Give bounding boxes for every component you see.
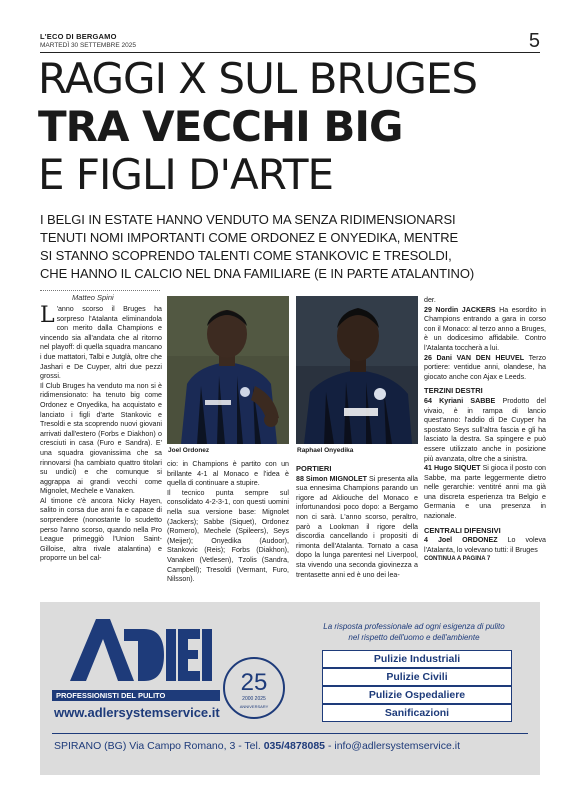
adler-phone[interactable]: 035/4878085 [263,740,326,752]
article-column-2 [167,460,289,585]
article-column-3 [296,460,418,580]
headline-line-1: RAGGI X SUL BRUGES [38,54,478,103]
player-name: 41 Hugo SIQUET [424,464,481,473]
article-paragraph: Il tecnico punta sempre sul consolidato 4-2-3-1, con questi uomini nella sua versione base: Mignolet (Jackers); Sabbe (Siquet), Ordonez (Romero), Mechele (Spileers), Seys (Meijer); Onyedika (Audoor), Stankovic (Reis); Forbs (Diakhon), Vanaken (Vetlesen), Tzolis (Sandra, Campbell); Tresoldi (Vermant, Furo, Nilsson). [167,488,289,584]
article-paragraph: 41 Hugo SIQUET Si gioca il posto con Sabbe, ma parte leggermente dietro nelle gerarchie: ventitré anni ma già una discreta esperienza tra Belgio e Germania e una presenza in nazionale. [424,464,546,521]
badge-number: 25 [240,669,268,696]
player-name: 29 Nordin JACKERS [424,305,496,314]
deck-line-4: CHE HANNO IL CALCIO NEL DNA FAMILIARE (E IN PARTE ATALANTINO) [40,266,475,281]
article-column-4 [424,296,546,565]
article-paragraph: L 'anno scorso il Bruges ha sorpreso l'Atalanta eliminandola con merito dalla Champions e vincendo sia all'andata che al ritorno nel playoff: di quella squadra mancano i due mattatori, Talbi e Jutglà, oltre che Jashari e De Cuyper, altri due pezzi grossi. [40,303,162,381]
adler-contact [54,740,460,752]
byline-rule [40,290,160,291]
article-paragraph: Al timone c'è ancora Nicky Hayen, salito in corsa due anni fa e capace di sorprendere (nonostante lo scudetto perso l'anno scorso, quando nella Pro League primeggiò l'Union Saint-Gilloise, altra rivale atalantina) e proporre un bel cal- [40,496,162,563]
adler-strapline: PROFESSIONISTI DEL PULITO [52,690,220,701]
player-photo-illustration [296,296,418,444]
service-pulizie-industriali[interactable]: Pulizie Industriali [322,650,512,668]
badge-years: 2000 2025 [242,696,266,702]
article-column-1 [40,305,162,564]
section-subhead: CENTRALI DIFENSIVI [424,525,501,535]
badge-word: ANNIVERSARY [239,704,269,709]
service-sanificazioni[interactable]: Sanificazioni [322,704,512,722]
top-rule [40,52,540,53]
article-paragraph: 29 Nordin JACKERS Ha esordito in Champions entrando a gara in corso con il Monaco: al terzo anno a Bruges, è un dodicesimo affidabile. Contro l'Atalanta toccherà a lui. [424,305,546,352]
article-paragraph: 88 Simon MIGNOLET Si presenta alla sua ennesima Champions parando un rigore ad Akliouche del Monaco e infortunandosi poco dopo: a Bergamo non ci sarà. L'anno scorso, peraltro, parò a Lookman il rigore della discordia cancellando i propositi di rimonta dell'Atalanta. Tornato a casa dopo la lunga parentesi nel Liverpool, sta vivendo una seconda giovinezza a trentasette anni ed è uno dei lea- [296,474,418,579]
anniversary-badge-icon [222,656,286,720]
masthead-name: L'ECO DI BERGAMO [40,32,117,41]
headline-line-3: E FIGLI D'ARTE [38,150,334,199]
photo-caption: Joel Ordonez [168,447,210,454]
article-paragraph: Il Club Bruges ha venduto ma non si è ridimensionato: ha tenuto big come Ordonez e Onyedika, ha acquistato e lanciato i figli d'arte Stankovic e Tresoldi e sta scoprendo nuovi giovani arrivati dall'estero (Forbs e Diakhon) o cresciuti in casa (Furo e Sandra). E' una squadra giovanissima che sa rinnovarsi (ha cambiato quattro titolari su undici) e che comunque si aggrappa ai grandi vecchi come Mignolet, Mechele e Vanaken. [40,381,162,496]
photo-caption: Raphael Onyedika [297,447,354,454]
deck-line-3: SI STANNO SCOPRENDO TALENTI COME STANKOVIC E TRESOLDI, [40,248,452,263]
article-paragraph: 4 Joel ORDONEZ Lo voleva l'Atalanta, lo volevano tutti: il Bruges [424,536,546,554]
player-name: 26 Dani VAN DEN HEUVEL [424,353,525,362]
section-subhead: PORTIERI [296,464,332,473]
service-pulizie-civili[interactable]: Pulizie Civili [322,668,512,686]
adler-logo [66,613,214,683]
player-name: 4 Joel ORDONEZ [424,536,498,545]
article-paragraph: 26 Dani VAN DEN HEUVEL Terzo portiere: ventidue anni, olandese, ha giocato anche con Ajax e Leeds. [424,353,546,381]
adler-email[interactable]: - info@adlersystemservice.it [327,740,460,752]
masthead-date: MARTEDÌ 30 SETTEMBRE 2025 [40,42,136,49]
adler-tagline: La risposta professionale ad ogni esigenza di pulito nel rispetto dell'uomo e dell'ambiente [323,622,505,642]
player-name: 88 Simon MIGNOLET [296,474,368,483]
player-name: 64 Kyriani SABBE [424,396,496,405]
headline-line-2: TRA VECCHI BIG [38,102,403,151]
article-paragraph: 64 Kyriani SABBE Prodotto del vivaio, è in rampa di lancio quest'anno: l'addio di De Cuyper ha spostato Seys sull'altra fascia e gli ha lasciato la destra. Sa spingere e può essere utilizzato anche in posizione più avanzata, oltre che a sinistra. [424,396,546,463]
section-subhead: TERZINI DESTRI [424,386,483,396]
byline: Matteo Spini [72,293,114,302]
ad-divider [52,733,528,734]
deck-line-2: TENUTI NOMI IMPORTANTI COME ORDONEZ E ONYEDIKA, MENTRE [40,230,459,245]
player-photo-illustration [167,296,289,444]
adler-website[interactable]: www.adlersystemservice.it [54,705,220,720]
photo-raphael-onyedika [296,296,418,444]
service-pulizie-ospedaliere[interactable]: Pulizie Ospedaliere [322,686,512,704]
continued-link[interactable]: CONTINUA A PAGINA 7 [424,556,491,563]
drop-cap: L [40,303,55,328]
article-paragraph: cio: in Champions è partito con un brillante 4-1 al Monaco e l'idea è quella di continuare a stupire. [167,460,289,488]
article-paragraph: der. [424,296,436,304]
page-number: 5 [528,30,540,52]
deck-line-1: I BELGI IN ESTATE HANNO VENDUTO MA SENZA RIDIMENSIONARSI [40,212,456,227]
photo-joel-ordonez [167,296,289,444]
adler-address: SPIRANO (BG) Via Campo Romano, 3 - Tel. [54,740,261,752]
